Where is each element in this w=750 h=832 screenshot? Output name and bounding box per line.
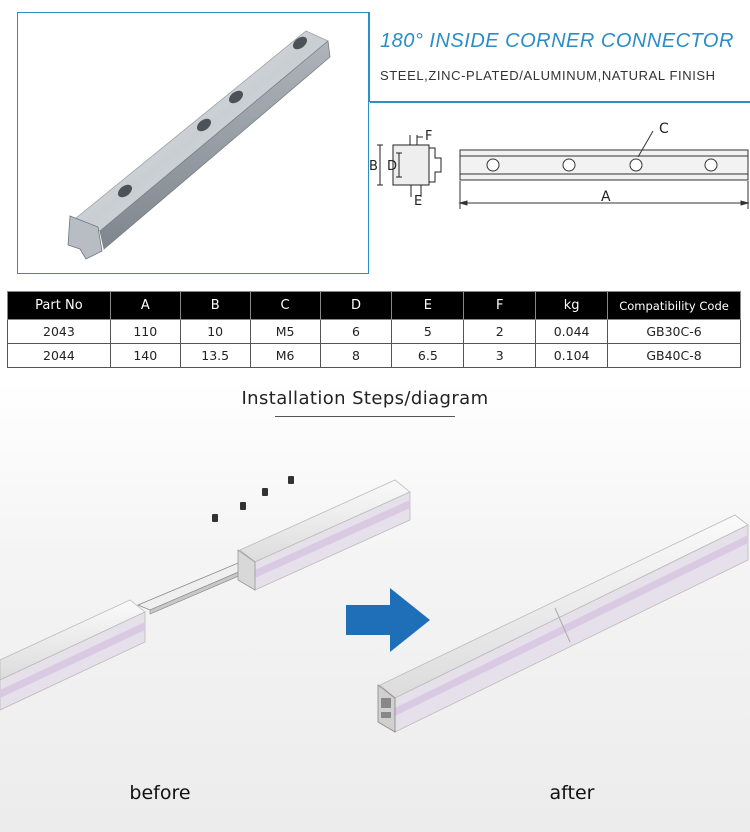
set-screws	[212, 476, 294, 522]
table-cell: 10	[180, 320, 250, 344]
table-cell: M5	[250, 320, 320, 344]
dim-label-a: A	[601, 189, 611, 205]
arrow-icon	[346, 588, 430, 652]
after-label: after	[549, 782, 595, 804]
table-cell: GB40C-8	[608, 344, 741, 368]
table-cell: 13.5	[180, 344, 250, 368]
table-row	[8, 320, 741, 344]
table-cell: 110	[110, 320, 180, 344]
table-cell: M6	[250, 344, 320, 368]
dim-label-d: D	[387, 159, 398, 174]
product-photo	[17, 12, 369, 274]
table-cell: 140	[110, 344, 180, 368]
dim-label-e: E	[414, 194, 423, 209]
col-compatibility-code: Compatibility Code	[608, 292, 741, 320]
table-cell: GB30C-6	[608, 320, 741, 344]
divider-vertical	[369, 12, 370, 102]
col-kg: kg	[536, 292, 608, 320]
table-cell: 0.104	[536, 344, 608, 368]
col-e: E	[392, 292, 464, 320]
dim-label-f: F	[425, 129, 433, 144]
divider-horizontal	[370, 101, 750, 103]
col-d: D	[320, 292, 392, 320]
table-cell: 6	[320, 320, 392, 344]
installation-section	[0, 380, 750, 832]
table-cell: 3	[464, 344, 536, 368]
col-f: F	[464, 292, 536, 320]
product-title: 180° INSIDE CORNER CONNECTOR	[380, 30, 734, 52]
product-material: STEEL,ZINC-PLATED/ALUMINUM,NATURAL FINISH	[380, 68, 716, 83]
table-header-row	[8, 292, 741, 320]
before-label: before	[129, 782, 191, 804]
table-cell: 2	[464, 320, 536, 344]
table-cell: 8	[320, 344, 392, 368]
before-right-profile	[238, 480, 410, 590]
table-cell: 5	[392, 320, 464, 344]
after-joined-profile	[378, 515, 748, 732]
dim-label-b: B	[369, 159, 378, 174]
col-c: C	[250, 292, 320, 320]
technical-drawing	[365, 115, 750, 215]
table-cell: 2044	[8, 344, 111, 368]
col-part-no: Part No	[8, 292, 111, 320]
before-left-profile	[0, 600, 145, 710]
installation-title: Installation Steps/diagram	[241, 388, 489, 409]
installation-diagram	[0, 380, 750, 832]
dim-label-c: C	[659, 121, 669, 137]
connector-bar-illustration	[18, 13, 369, 274]
col-a: A	[110, 292, 180, 320]
spec-table	[7, 291, 741, 368]
table-row	[8, 344, 741, 368]
table-cell: 2043	[8, 320, 111, 344]
table-cell: 0.044	[536, 320, 608, 344]
col-b: B	[180, 292, 250, 320]
table-cell: 6.5	[392, 344, 464, 368]
